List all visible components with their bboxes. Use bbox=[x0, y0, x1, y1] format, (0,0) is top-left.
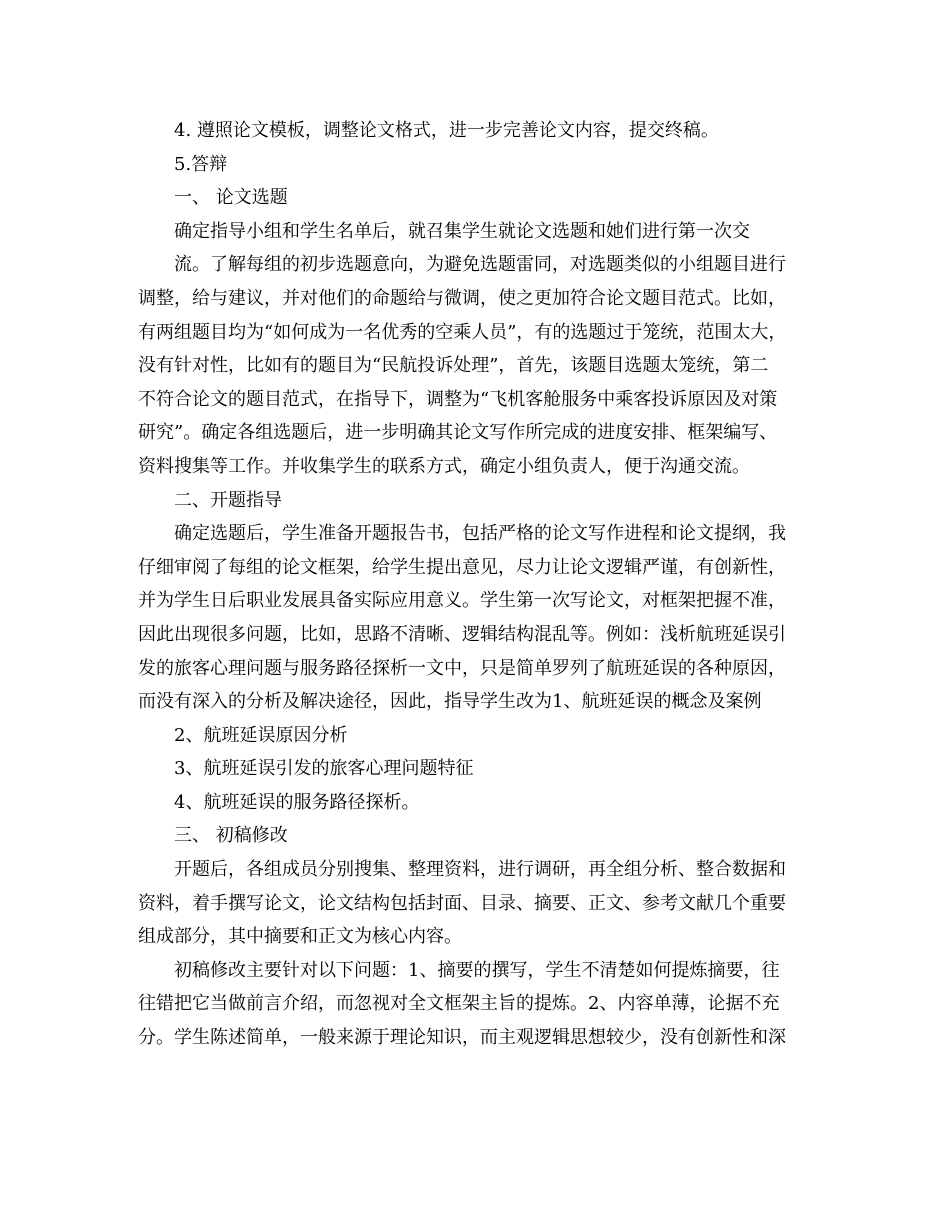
text-line: 调整，给与建议，并对他们的命题给与微调，使之更加符合论文题目范式。比如， bbox=[138, 287, 786, 309]
text-line: 发的旅客心理问题与服务路径探析一文中，只是简单罗列了航班延误的各种原因， bbox=[138, 657, 786, 679]
text-line: 研究”。确定各组选题后，进一步明确其论文写作所完成的进度安排、框架编写、 bbox=[138, 422, 778, 444]
text-line: 因此出现很多问题，比如，思路不清晰、逻辑结构混乱等。例如：浅析航班延误引 bbox=[138, 623, 786, 645]
text-line: 资料搜集等工作。并收集学生的联系方式，确定小组负责人，便于沟通交流。 bbox=[138, 455, 750, 477]
text-line: 没有针对性，比如有的题目为“民航投诉处理”，首先，该题目选题太笼统，第二 bbox=[138, 355, 769, 377]
text-line: 资料，着手撰写论文，论文结构包括封面、目录、摘要、正文、参考文献几个重要 bbox=[138, 892, 786, 914]
text-line: 一、 论文选题 bbox=[174, 187, 288, 209]
text-line: 二、开题指导 bbox=[174, 489, 282, 511]
text-line: 2、航班延误原因分析 bbox=[174, 724, 348, 746]
text-line: 3、航班延误引发的旅客心理问题特征 bbox=[174, 758, 474, 780]
text-line: 组成部分，其中摘要和正文为核心内容。 bbox=[138, 926, 462, 948]
text-line: 不符合论文的题目范式，在指导下，调整为“飞机客舱服务中乘客投诉原因及对策 bbox=[138, 388, 778, 410]
text-line: 流。了解每组的初步选题意向，为避免选题雷同，对选题类似的小组题目进行 bbox=[174, 254, 786, 276]
text-line: 三、 初稿修改 bbox=[174, 825, 288, 847]
text-line: 分。学生陈述简单，一般来源于理论知识，而主观逻辑思想较少，没有创新性和深 bbox=[138, 1027, 786, 1049]
text-line: 开题后，各组成员分别搜集、整理资料，进行调研，再全组分析、整合数据和 bbox=[174, 859, 786, 881]
text-line: 确定选题后，学生准备开题报告书，包括严格的论文写作进程和论文提纲，我 bbox=[174, 523, 786, 545]
text-line: 确定指导小组和学生名单后，就召集学生就论文选题和她们进行第一次交 bbox=[174, 220, 750, 242]
document-body bbox=[138, 114, 818, 1055]
text-line: 4. 遵照论文模板，调整论文格式，进一步完善论文内容，提交终稿。 bbox=[174, 120, 719, 141]
text-line: 仔细审阅了每组的论文框架，给学生提出意见，尽力让论文逻辑严谨，有创新性， bbox=[138, 556, 786, 578]
text-line: 并为学生日后职业发展具备实际应用意义。学生第一次写论文，对框架把握不准， bbox=[138, 590, 786, 612]
text-line: 4、航班延误的服务路径探析。 bbox=[174, 791, 420, 813]
text-line: 有两组题目均为“如何成为一名优秀的空乘人员”，有的选题过于笼统，范围太大， bbox=[138, 321, 787, 343]
text-line: 往错把它当做前言介绍，而忽视对全文框架主旨的提炼。2、内容单薄，论据不充 bbox=[138, 993, 780, 1015]
text-line: 5.答辩 bbox=[174, 153, 228, 175]
text-line: 初稿修改主要针对以下问题：1、摘要的撰写，学生不清楚如何提炼摘要，往 bbox=[174, 959, 780, 981]
text-line: 而没有深入的分析及解决途径，因此，指导学生改为1、航班延误的概念及案例 bbox=[138, 691, 762, 713]
